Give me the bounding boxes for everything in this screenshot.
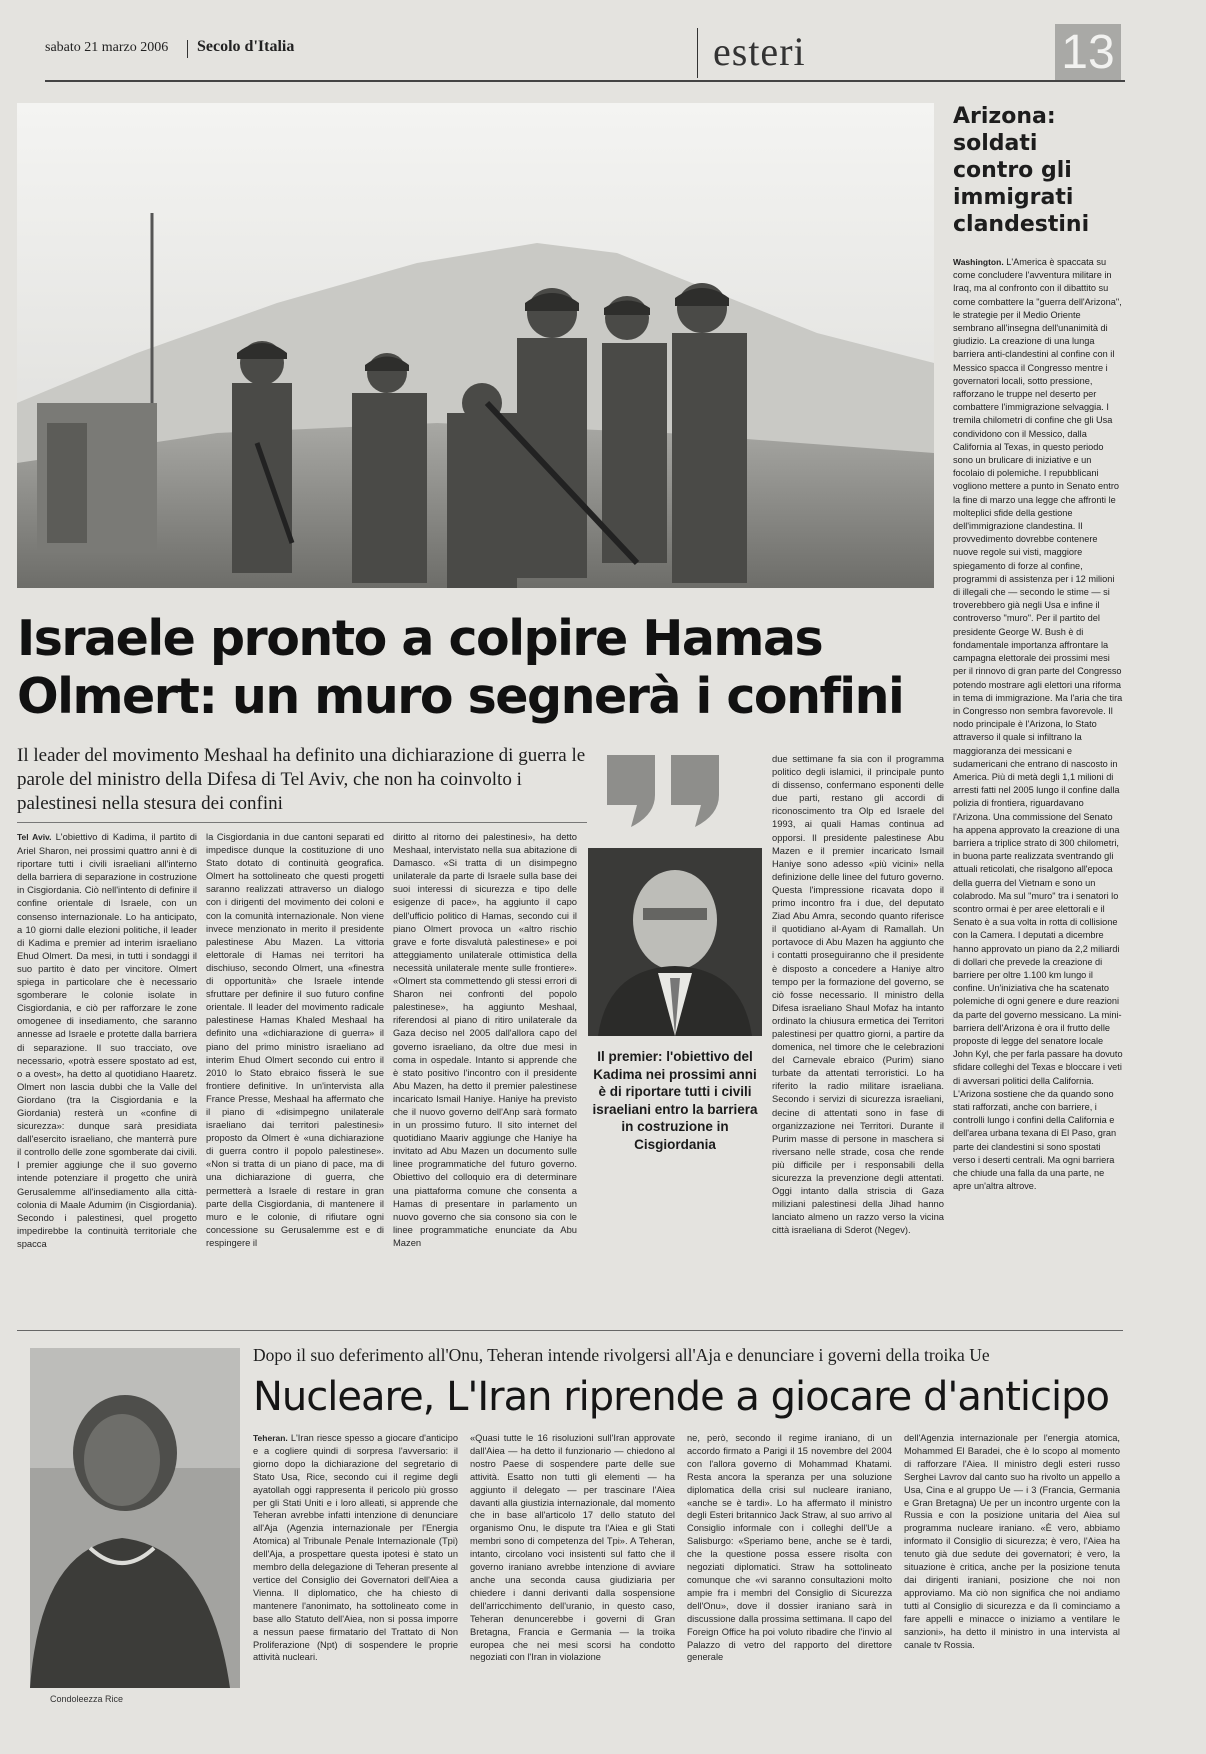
sidebar-dateline: Washington. <box>953 257 1004 267</box>
masthead-rule <box>45 80 1125 82</box>
masthead-separator <box>187 40 188 58</box>
main-dateline: Tel Aviv. <box>17 832 52 842</box>
soldiers-photo-drawing <box>17 103 934 588</box>
sidebar-body <box>953 256 1123 1193</box>
second-dateline: Teheran. <box>253 1433 288 1443</box>
section-title: esteri <box>713 29 806 74</box>
main-headline <box>17 610 937 726</box>
main-column-3: diritto al ritorno dei palestinesi», ha detto Meshaal, intervistato nella sua abitazione di Damasco. «Si tratta di un disimpegno unilaterale da parte di Israele sulla base dei suoi interessi di sicurezza e tipo delle esigenze di pace», ha aggiunto il capo dell'ufficio politico di Hamas, secondo cui il piano Olmert provoca un «altro rischio grave e forte disvalutà palestinese» e poi atteggiamento unilaterale ottimistica della necessità unilaterale mente sulle frontiere». «Olmert sta commettendo gli stessi errori di Sharon nei confronti del popolo palestinese», ha aggiunto Meshaal, riferendosi al piano di ritiro unilaterale da Gaza deciso nel 2005 dall'allora capo del governo israeliano, da oltre due mesi in coma in ospedale. Intanto si apprende che è stato positivo l'incontro con il presidente Abu Mazen, ha detto il premier palestinese incaricato Ismail Haniye. Haniye ha previsto che il nuovo governo dell'Anp sarà formato in un prossimo futuro. Il sito internet del quotidiano Maariv aggiunge che Haniye ha invitato ad Abu Mazen un documento sulle linee programmatiche del futuro governo. Obiettivo del colloquio era di determinare una piattaforma comune che consenta a Hamas di presentare in parlamento un nuovo governo che sia consono sia con le linee programmatiche enunciate da Abu Mazen <box>393 831 577 1248</box>
main-column-4: due settimane fa sia con il programma politico degli islamici, il principale punto di dissenso, confermano esponenti delle due parti, restano gli accordi di riconoscimento tra Olp ed Israele del 1993, ai quali Hamas continua ad opporsi. Il presidente palestinese Abu Mazen e il premier incaricato Ismail Haniye sono adesso «più vicini» nella definizione delle linee del futuro governo. Questa l'impressione ricavata dopo il primo incontro fra i due, del deputato Ziad Abu Amra, secondo quanto riferisce il quotidiano al-Ayam di Ramallah. Un portavoce di Abu Mazen ha aggiunto che i contatti proseguiranno che il presidente è disposto a concedere a Haniye altro tempo per la formazione del governo, se ciò fosse necessario. Il ministro della Difesa israeliano Shaul Mofaz ha intanto ordinato la chiusura ermetica dei Territori palestinesi per quattro giorni, a partire da domenica, nel timore che le celebrazioni del Carnevale ebraico (Purim) siano turbate da attentati terroristici. Lo ha riferito la radio militare israeliana. Secondo i servizi di sicurezza israeliani, decine di attentati sono in fase di organizzazione nei Territori. Durante il Purim masse di persone in maschera si riversano nelle strade, cosa che rende più difficile per i responsabili della sicurezza la prevenzione degli attentati. Oggi intanto dalla striscia di Gaza miliziani palestinesi della Jihad hanno lanciato almeno un razzo verso la vicina città israeliana di Sderot (Negev). <box>772 753 944 1236</box>
rice-photo <box>30 1348 240 1688</box>
sidebar-headline: Arizona: soldati contro gli immigrati clandestini <box>953 104 1090 237</box>
main-headline-line2: Olmert: un muro segnerà i confini <box>17 668 904 725</box>
olmert-caption: Il premier: l'obiettivo del Kadima nei prossimi anni è di riportare tutti i civili israeliani entro la barriera in costruzione in Cisgiordania <box>592 1049 758 1152</box>
second-column-3: ne, però, secondo il regime iraniano, di un accordo firmato a Parigi il 15 novembre del 2004 con l'allora governo di Mohammad Khatami. Resta ancora la speranza per una soluzione diplomatica della crisi sul nucleare iraniano, «anche se è tardi». Lo ha affermato il ministro degli Esteri britannico Jack Straw, al suo arrivo al Consiglio informale con i colleghi dell'Ue a Salisburgo: «Speriamo bene, anche se è tardi, che la questione possa essere risolta con negoziati diplomatici. Straw ha sottolineato comunque che «vi saranno consultazioni molto ampie fra i membri del Consiglio di Sicurezza dell'Onu», dove il dossier iraniano sarà in discussione dalla prossima settimana. Il capo del Foreign Office ha poi voluto ribadire che l'invio al Palazzo di vetro del rapporto del direttore generale <box>687 1433 892 1663</box>
main-deck: Il leader del movimento Meshaal ha definito una dichiarazione di guerra le parole del ministro della Difesa di Tel Aviv, che non ha coinvolto i palestinesi nella stesura dei confini <box>17 745 586 814</box>
masthead <box>45 28 1125 84</box>
rice-photo-drawing <box>30 1348 240 1688</box>
second-headline <box>253 1372 1123 1422</box>
rice-photo-credit: Condoleezza Rice <box>50 1694 124 1704</box>
main-column-1-text: L'obiettivo di Kadima, il partito di Ariel Sharon, nei prossimi quattro anni è di riportare tutti i civili israeliani all'interno della barriera di separazione in costruzione in Cisgiordania. Ciò nell'intento di definire il confine orientale di Israele, con un consenso internazionale. Lo ha anticipato, a 10 giorni dalle elezioni politiche, il leader di Kadima e premier ad interim israeliano Ehud Olmert. Da mesi, in tutti i sondaggi il suo partito è dato per vincitore. Olmert spiega in particolare che è necessario sgomberare le colonie isolate in Cisgiordania, e ciò per rafforzare le zone omogenee di insediamento, che saranno annesse ad Israele e protette dalla barriera di separazione. Il suo tracciato, ove necessario, «potrà essere spostato ad est, o a ovest», ha detto al quotidiano Haaretz. Olmert non lascia dubbi che la Valle del Giordano (tra la Cisgiordania e la Giordania) resterà un «confine di sicurezza»: dunque sarà presidiata dall'esercito israeliano, che manterrà pure il controllo delle zone sgomberate dai civili. I premier aggiunge che il suo governo intende potenziare il progetto che unirà Gerusalemme all'insediamento alla città-colonia di Maale Adumim (in Cisgiordania). Secondo i palestinesi, quel progetto impedirebbe la continuità territoriale che spacca <box>17 831 197 1249</box>
second-column-2: «Quasi tutte le 16 risoluzioni sull'Iran approvate dall'Aiea — ha detto il funzionario — chiedono al nostro Paese di sospendere parte delle sue attività. Esatto non tutti gli elementi — ha aggiunto il delegato — per trascinare l'Aiea davanti alla giustizia internazionale, dal momento che in base all'articolo 17 dello statuto del organismo Onu, le dispute tra l'Aiea e gli Stati membri sono di competenza del Tpi». A Teheran, intanto, circolano voci insistenti sul fatto che il governo iraniano avrebbe intenzione di avviare anche una seconda causa giudiziaria per chiedere i danni derivanti dalla sospensione dell'arricchimento dell'uranio, in questo caso, Teheran denuncerebbe i governi di Gran Bretagna, Francia e Germania — la troika europea che nei mesi scorsi ha condotto negoziati con l'Iran in violazione <box>470 1433 675 1663</box>
main-headline-line1: Israele pronto a colpire Hamas <box>17 610 823 667</box>
olmert-portrait-drawing <box>588 848 762 1036</box>
sidebar-article <box>953 103 1123 1318</box>
second-column-4: dell'Agenzia internazionale per l'energia atomica, Mohammed El Baradei, che è lo scopo al momento di rafforzare l'Aiea. Il ministro degli esteri russo Serghei Lavrov dal canto suo ha rivolto un appello a Usa, Cina e al gruppo Ue — i 3 (Francia, Germania e Gran Bretagna) Ue per un incontro urgente con la Russia e con la posizione unitaria del Aiea sul programma nucleare iraniano. «È vero, abbiamo informato il Consiglio di sicurezza; è vero, l'Aiea ha tenuto già due sedute dei governatori; è vero, la situazione è critica, anche per la posizione tenuta dai dirigenti iraniani, posizione che noi non approviamo. Ma ciò non significa che noi andiamo tutti al Consiglio di sicurezza e da lì cominciamo a fare appelli e minacce o iniziamo a ventilare le sanzioni», ha detto il ministro in una intervista al canale tv Rossia. <box>904 1433 1120 1650</box>
second-column-1-text: L'Iran riesce spesso a giocare d'anticipo e a cogliere quindi di sorpresa l'avversario: il giorno dopo la dichiarazione del segretario di Stato Usa, Rice, secondo cui il regime degli ayatollah oggi rappresenta il pericolo più grosso per gli Stati Uniti e i loro alleati, si apprende che Teheran avrebbe infatti intenzione di denunciare all'Aja (Agenzia internazionale per l'Energia Atomica) al Tribunale Penale Internazionale (Tpi) dell'Aja, a prospettare questa ipotesi è stato un membro della delegazione di Teheran presente al vertice del Consiglio dei Governatori dell'Aiea a Vienna. Il diplomatico, che ha chiesto di mantenere l'anonimato, ha sottolineato come in base allo Statuto dell'Aiea, non si possa imporre a nessun paese firmatario del Trattato di Non Proliferazione (Npt) di sospendere le proprie attività nucleari. <box>253 1433 458 1663</box>
sidebar-text: L'America è spaccata su come concludere l'avventura militare in Iraq, ma al confronto con il dibattito su come combattere la "guerra dell'Arizona", le strategie per il Medio Oriente sembrano all'insegna dell'unanimità di giudizio. La creazione di una lunga barriera anti-clandestini al confine con il Messico spacca il Congresso mentre i governatori locali, sotto pressione, rafforzano le truppe nel deserto per combattere l'immigrazione selvaggia. I tremila chilometri di confine che gli Usa condividono con il Messico, dalla California al Texas, in questo periodo sono un brulicare di iniziative e un focolaio di polemiche. I repubblicani vogliono mettere a punto in Senato entro la fine di marzo una legge che affronti le molteplici sfide della gestione dell'immigrazione clandestina. Il provvedimento dovrebbe contenere nuove regole sui visti, maggiore spiegamento di forze al confine, programmi di assistenza per i 12 milioni di illegali che — secondo le stime — si troverebbero già negli Usa e infine il controverso "muro". Per il partito del presidente George W. Bush è di fondamentale importanza affrontare la campagna elettorale dei prossimi mesi per il rinnovo di gran parte del Congresso potendo mostrare agli elettori una riforma in tema di immigrazione. Ma l'aria che tira in Congresso non sembra favorevole. Il nodo principale è l'Arizona, lo Stato attraverso il quale si infiltrano la maggioranza dei messicani e sudamericani che entrano di nascosto in America. Più di metà degli 1,1 milioni di arresti fatti nel 2005 lungo il confine dalla polizia di frontiera, riguardavano l'Arizona. Una commissione del Senato ha appena approvato la creazione di una barriera a triplice strato di 300 chilometri, in buona parte realizzata sventrando gli attuali reticolati, che risalgono all'epoca della guerra del Vietnam e sono un colabrodo. Ma sul "muro" tra i senatori lo scontro ormai è per aree elettorali e il Senato è a sua volta in rotta di collisione con la Camera. I deputati a dicembre hanno approvato un piano da 2,2 miliardi di dollari che prevede la creazione di barriere per oltre 1.100 km lungo il confine. Un'iniziativa che ha scatenato polemiche di ogni genere e dure reazioni da parte del governo messicano. La mini-barriera dell'Arizona è ora il frutto delle proposte di legge del senatore locale John Kyl, che per farla passare ha dovuto sfidare colleghi del Texas e bloccare i veti di avversari politici della California. L'Arizona sostiene che da quando sono stati rafforzati, anche con barriere, i controlli lungo i confini della California e dell'area urbana texana di El Paso, gran parte dei clandestini si sono spostati verso i deserti centrali. Ma ogni barriera che chiude una falla da una parte, ne apre un'altra altrove. <box>953 257 1123 1192</box>
main-column-2: la Cisgiordania in due cantoni separati ed impedisce dunque la costituzione di uno Stato dotato di continuità geografica. Olmert ha sottolineato che questi progetti saranno realizzati attraverso un dialogo con i dirigenti del movimento dei coloni e con la comunità internazionale. Non viene invece menzionato in merito il presidente palestinese Abu Mazen. La vittoria elettorale di Hamas nei territori ha dischiuso, secondo Olmert, una «finestra di opportunità» che Israele intende sfruttare per definire il suo futuro confine orientale. Il leader del movimento radicale palestinese Hamas Khaled Meshaal ha definito una «dichiarazione di guerra» il piano del primo ministro israeliano ad interim Ehud Olmert secondo cui entro il 2010 lo Stato ebraico fisserà le sue frontiere definitive. In un'intervista alla France Presse, Meshaal ha affermato che il piano di «disimpegno unilaterale israeliano dai territori palestinesi» proposto da Olmert è «una dichiarazione di guerra contro il popolo palestinese». «Non si tratta di un piano di pace, ma di una dichiarazione di guerra, che permetterà a Israele di restare in gran parte della Cisgiordania, di mantenere il muro e le colonie, di rifiutare ogni concessione su Gerusalemme est e di respingere il <box>206 831 384 1248</box>
deck-rule <box>17 822 587 823</box>
issue-date: sabato 21 marzo 2006 <box>45 40 169 55</box>
soldiers-photo <box>17 103 934 588</box>
page-number: 13 <box>1055 24 1121 82</box>
newspaper-name: Secolo d'Italia <box>197 38 295 55</box>
second-column-1 <box>253 1432 458 1722</box>
second-kicker: Dopo il suo deferimento all'Onu, Teheran intende rivolgersi all'Aja e denunciare i governi della troika Ue <box>253 1345 990 1365</box>
main-column-1 <box>17 830 197 1325</box>
second-headline-text: Nucleare, L'Iran riprende a giocare d'anticipo <box>253 1374 1110 1420</box>
section-divider <box>697 28 698 78</box>
section-rule <box>17 1330 1123 1331</box>
quote-marks-icon <box>607 755 733 827</box>
olmert-portrait <box>588 848 762 1036</box>
